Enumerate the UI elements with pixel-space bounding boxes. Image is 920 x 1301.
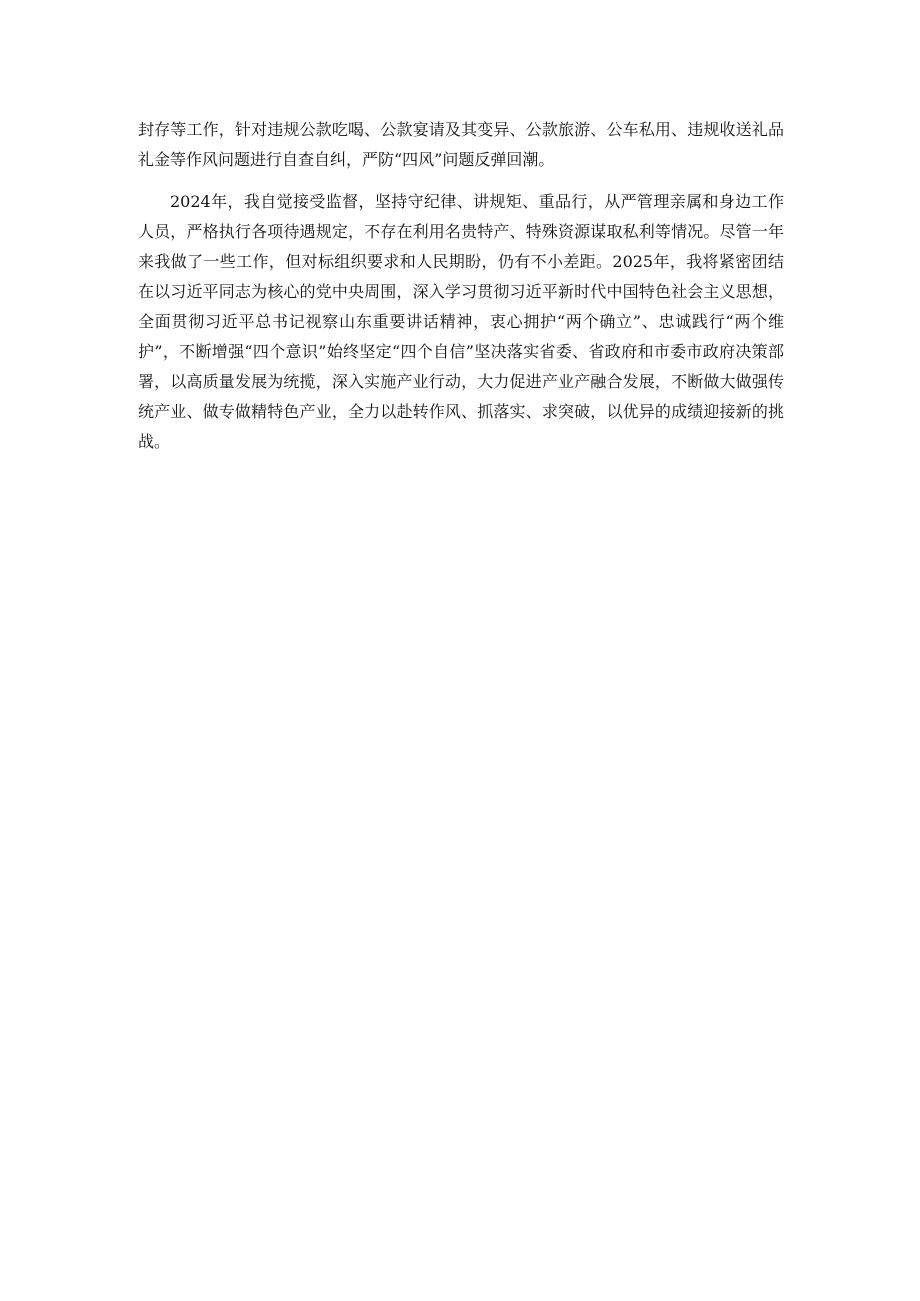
paragraph-continuation: 封存等工作，针对违规公款吃喝、公款宴请及其变异、公款旅游、公车私用、违规收送礼品礼金等作风问题进行自查自纠，严防“四风”问题反弹回潮。 xyxy=(138,120,784,169)
paragraph-summary: 2024年，我自觉接受监督，坚持守纪律、讲规矩、重品行，从严管理亲属和身边工作人员，严格执行各项待遇规定，不存在利用名贵特产、特殊资源谋取私利等情况。尽管一年来我做了一些工作，但对标组织要求和人民期盼，仍有不小差距。2025年，我将紧密团结在以习近平同志为核心的党中央周围，深入学习贯彻习近平新时代中国特色社会主义思想，全面贯彻习近平总书记视察山东重要讲话精神，衷心拥护“两个确立”、忠诚践行“两个维护”，不断增强“四个意识”始终坚定“四个自信”坚决落实省委、省政府和市委市政府决策部署，以高质量发展为统揽，深入实施产业行动，大力促进产业产融合发展，不断做大做强传统产业、做专做精特色产业，全力以赴转作风、抓落实、求突破，以优异的成绩迎接新的挑战。 xyxy=(138,192,784,451)
document-body xyxy=(138,115,784,457)
